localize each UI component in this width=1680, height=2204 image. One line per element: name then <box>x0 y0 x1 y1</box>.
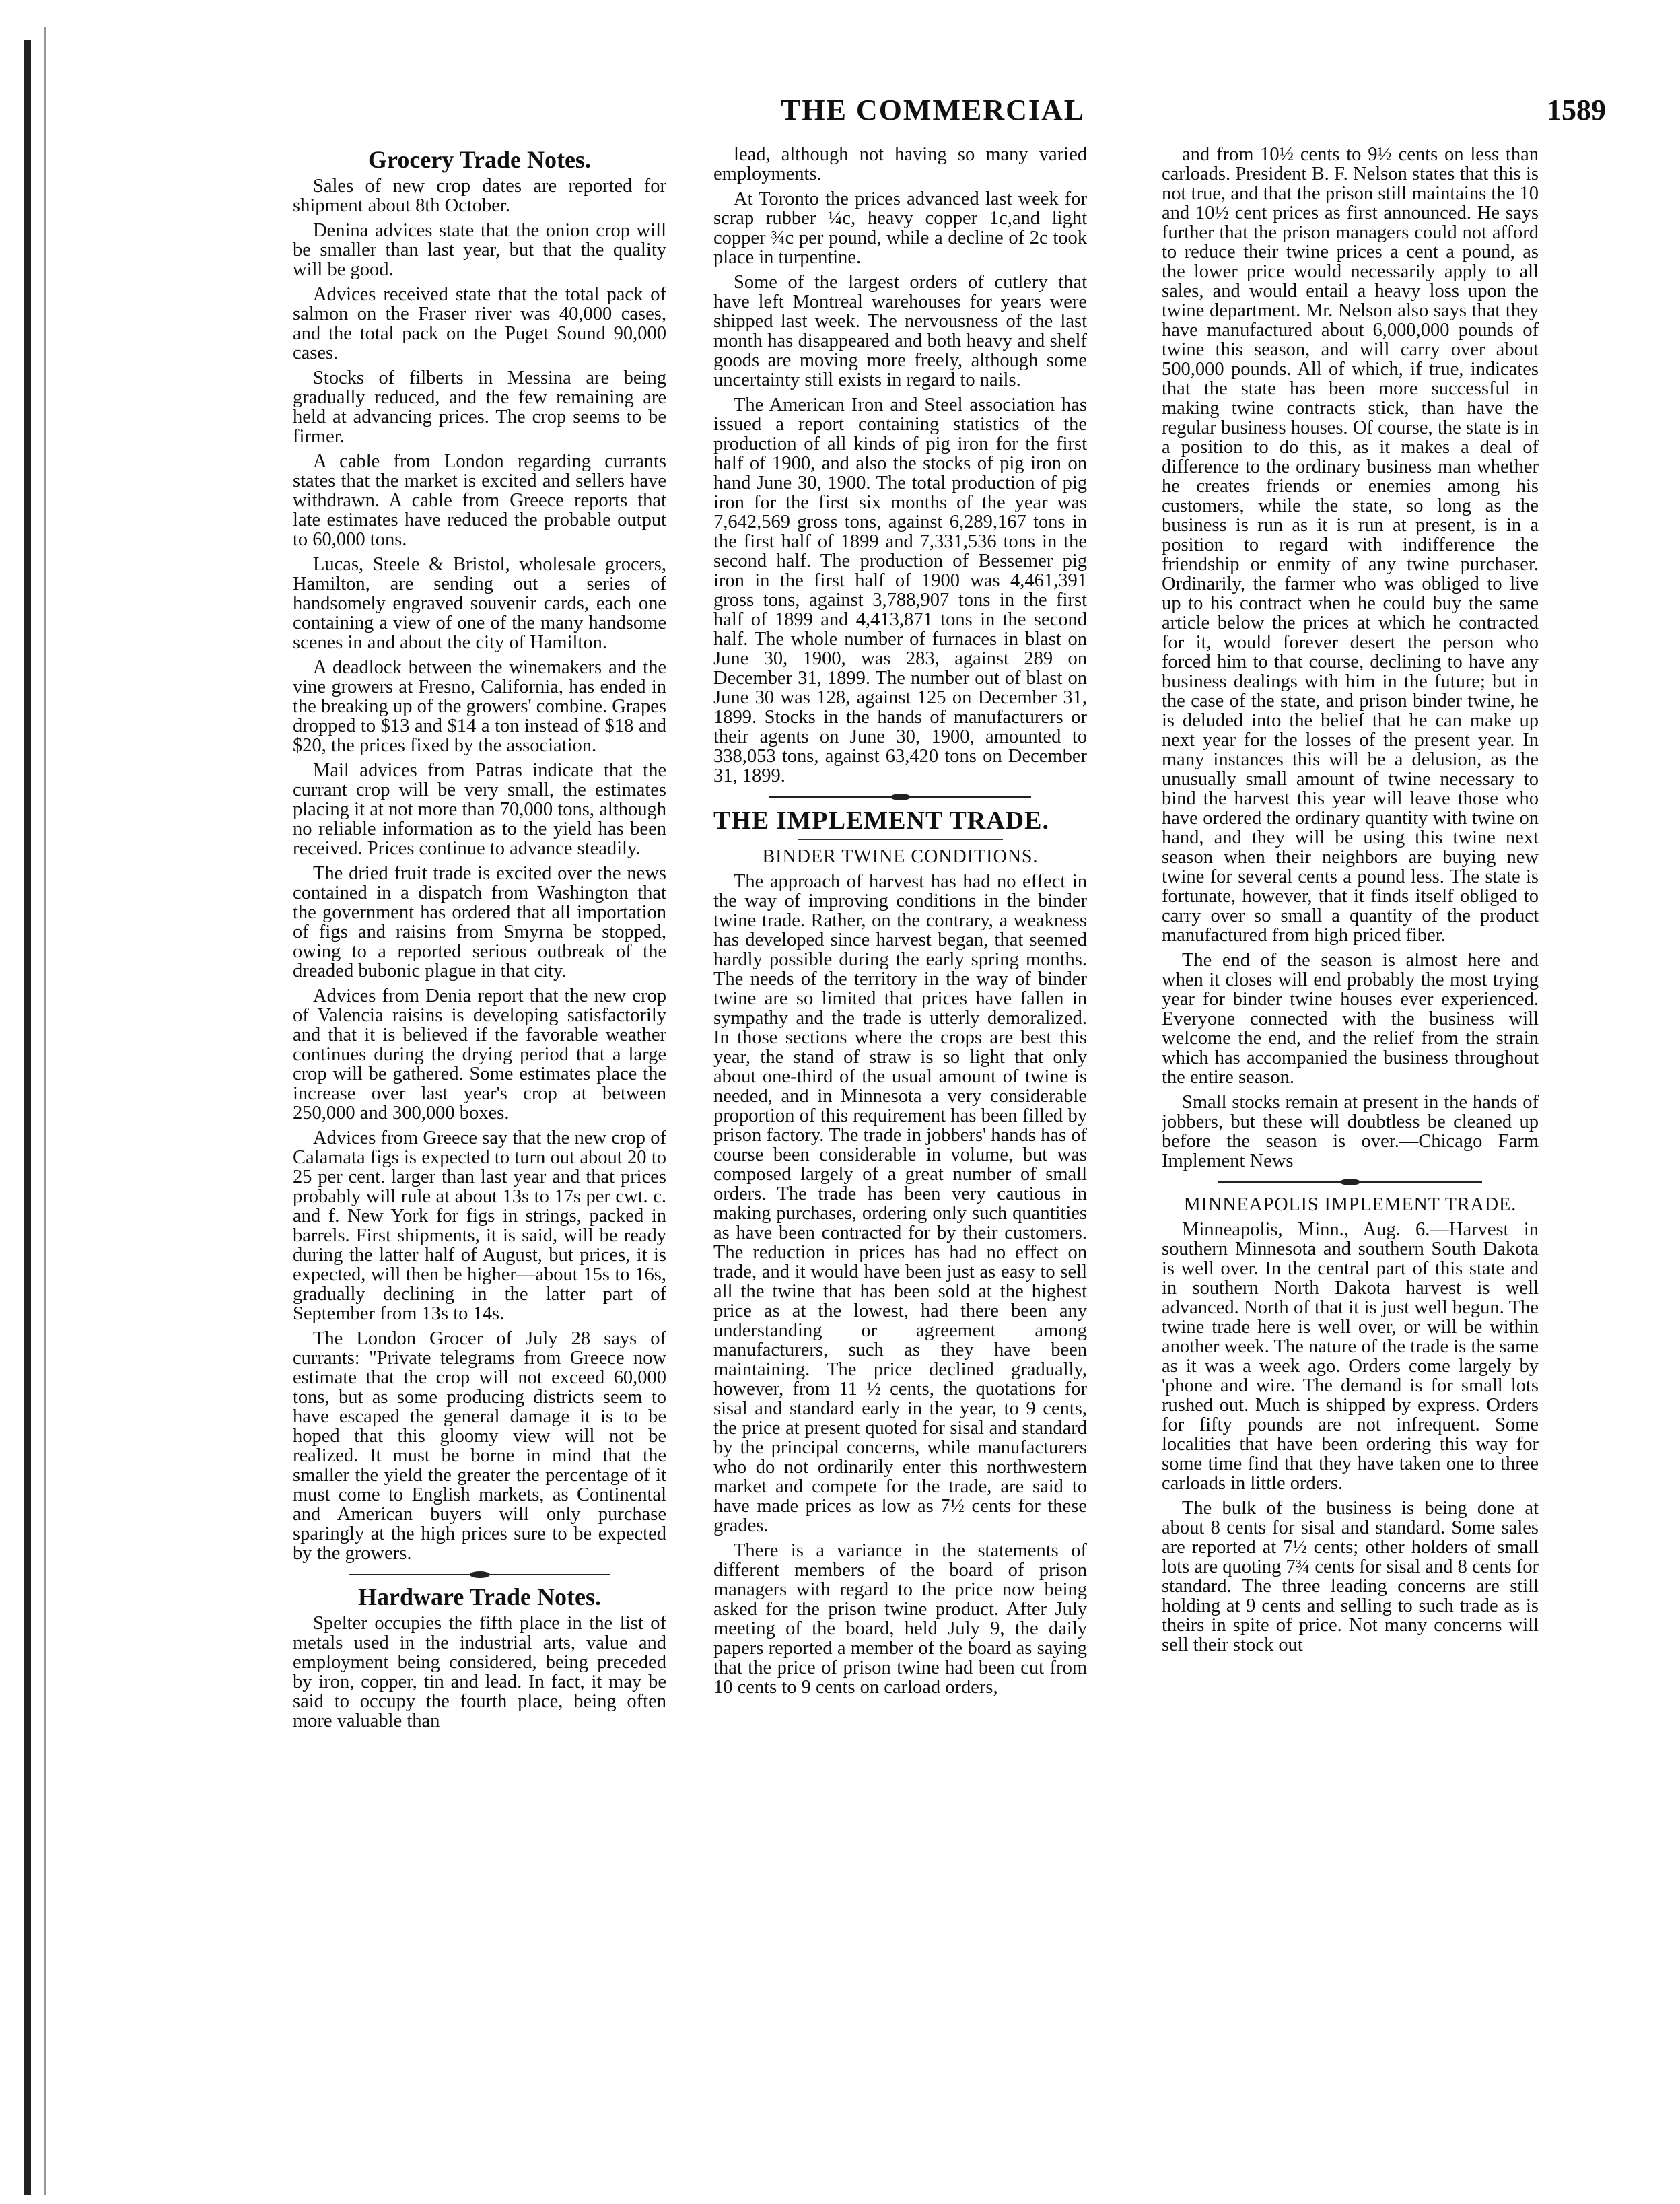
hardware-body <box>293 1614 666 1731</box>
binder-twine-subheading: BINDER TWINE CONDITIONS. <box>762 846 1039 867</box>
publication-title: THE COMMERCIAL <box>781 94 1086 127</box>
paragraph: lead, although not having so many varied employments. <box>713 145 1087 184</box>
paragraph: Small stocks remain at present in the hands of jobbers, but these will doubtless be cleaned up before the season is over.—Chicago Farm Implement News <box>1162 1092 1539 1171</box>
section-divider <box>1218 1177 1482 1187</box>
paragraph: At Toronto the prices advanced last week for scrap rubber ¼c, heavy copper 1c,and light copper ¾c per pound, while a decline of 2c took place in turpentine. <box>713 188 1087 268</box>
paragraph: Advices from Greece say that the new crop of Calamata figs is expected to turn out about 20 to 25 per cent. larger than last year and that prices probably will rule at about 13s to 17s per cwt. c. and f. New York for figs in strings, packed in barrels. First shipments, it is said, will be ready during the latter half of August, but prices, it is expected, will then be higher—about 15s to 16s, gradually declining in the latter part of September from 13s to 14s. <box>293 1128 666 1324</box>
paragraph: Lucas, Steele & Bristol, wholesale grocers, Hamilton, are sending out a series of handsomely engraved souvenir cards, each one containing a view of one of the many handsome scenes in and about the city of Hamilton. <box>293 554 666 653</box>
paragraph: Spelter occupies the fifth place in the list of metals used in the industrial arts, value and employment being considered, being preceded by iron, copper, tin and lead. In fact, it may be said to occupy the fourth place, being often more valuable than <box>293 1613 666 1731</box>
minneapolis-heading: MINNEAPOLIS IMPLEMENT TRADE. <box>1183 1194 1517 1215</box>
implement-trade-heading: THE IMPLEMENT TRADE. <box>713 806 1049 835</box>
heading-rule <box>798 839 1003 840</box>
paragraph: There is a variance in the statements of different members of the board of prison managers with regard to the price now being asked for the prison twine product. After July meeting of the board, held July 9, the daily papers reported a member of the board as saying that the price of prison twine had been cut from 10 cents to 9 cents on carload orders, <box>713 1540 1087 1698</box>
paragraph: Some of the largest orders of cutlery that have left Montreal warehouses for years were shipped last week. The nervousness of the last month has disappeared and both heavy and shelf goods are moving more freely, although some uncertainty still exists in regard to nails. <box>713 272 1087 390</box>
paragraph: Sales of new crop dates are reported for shipment about 8th October. <box>293 176 666 216</box>
paragraph: Stocks of filberts in Messina are being gradually reduced, and the few remaining are held at advancing prices. The crop seems to be firmer. <box>293 368 666 447</box>
column-2 <box>713 145 1087 1702</box>
paragraph: The bulk of the business is being done at about 8 cents for sisal and standard. Some sales are reported at 7½ cents; other holders of small lots are quoting 7¾ cents for sisal and 8 cents for standard. The three leading concerns are still holding at 9 cents and selling to such trade as is theirs in spite of price. Not many concerns will sell their stock out <box>1162 1498 1539 1655</box>
paragraph: The American Iron and Steel association has issued a report containing statistics of the production of all kinds of pig iron for the first half of 1900, and also the stocks of pig iron on hand June 30, 1900. The total production of pig iron for the first six months of the year was 7,642,569 gross tons, against 6,289,167 tons in the first half of 1899 and 7,331,536 tons in the second half. The production of Bessemer pig iron in the first half of 1900 was 4,461,391 gross tons, against 3,788,907 tons in the first half of 1899 and 4,413,871 tons in the second half. The whole number of furnaces in blast on June 30, 1900, was 283, against 289 on December 31, 1899. The number out of blast on June 30 was 128, against 125 on December 31, 1899. Stocks in the hands of manufacturers or their agents on June 30, 1900, amounted to 338,053 tons, against 63,420 tons on December 31, 1899. <box>713 394 1087 786</box>
column-1 <box>293 145 666 1736</box>
grocery-body <box>293 176 666 1563</box>
paragraph: Advices received state that the total pack of salmon on the Fraser river was 40,000 cases, and the total pack on the Puget Sound 90,000 cases. <box>293 284 666 364</box>
section-divider <box>349 1570 610 1579</box>
hardware-heading: Hardware Trade Notes. <box>358 1583 601 1610</box>
paragraph: The dried fruit trade is excited over the news contained in a dispatch from Washington that the government has ordered that all importation of figs and raisins from Smyrna be stopped, owing to a reported serious outbreak of the dreaded bubonic plague in that city. <box>293 863 666 982</box>
paragraph: Denina advices state that the onion crop will be smaller than last year, but that the quality will be good. <box>293 220 666 280</box>
paragraph: A cable from London regarding currants states that the market is excited and sellers have withdrawn. A cable from Greece reports that late estimates have reduced the probable output to 60,000 tons. <box>293 451 666 550</box>
page-header <box>740 93 1606 133</box>
section-divider <box>769 792 1031 802</box>
page-number: 1589 <box>1547 94 1606 127</box>
paragraph: The London Grocer of July 28 says of currants: "Private telegrams from Greece now estimate that the crop will not exceed 60,000 tons, but as some producing districts seem to have escaped the general damage it is to be hoped that this gloomy view will not be realized. It must be borne in mind that the smaller the yield the greater the percentage of it must come to English markets, as Continental and American buyers will only purchase sparingly at the high prices sure to be expected by the growers. <box>293 1328 666 1564</box>
scan-edge-shadow <box>44 27 46 2195</box>
paragraph: A deadlock between the winemakers and the vine growers at Fresno, California, has ended in the breaking up of the growers' combine. Grapes dropped to $13 and $14 a ton instead of $18 and $20, the prices fixed by the association. <box>293 657 666 756</box>
paragraph: The end of the season is almost here and when it closes will end probably the most trying year for binder twine houses ever experienced. Everyone connected with the business will welcome the end, and the relief from the strain which has accompanied the business throughout the entire season. <box>1162 950 1539 1088</box>
column-3 <box>1162 145 1539 1660</box>
paragraph: Mail advices from Patras indicate that the currant crop will be very small, the estimates placing it at not more than 70,000 tons, although no reliable information as to the yield has been received. Prices continue to advance steadily. <box>293 760 666 859</box>
grocery-heading: Grocery Trade Notes. <box>368 146 591 173</box>
paragraph: Advices from Denia report that the new crop of Valencia raisins is developing satisfactorily and that it is believed if the favorable weather continues during the drying period that a large crop will be gathered. Some estimates place the increase over last year's crop at between 250,000 and 300,000 boxes. <box>293 986 666 1124</box>
paragraph: Minneapolis, Minn., Aug. 6.—Harvest in southern Minnesota and southern South Dakota is well over. In the central part of this state and in southern North Dakota harvest is well advanced. North of that it is just well begun. The twine trade here is well over, or will be within another week. The nature of the trade is the same as it was a week ago. Orders come largely by 'phone and wire. The demand is for small lots rushed out. Much is shipped by express. Orders for fifty pounds are not infrequent. Some localities that have been ordering this way for some time find that they have taken one to three carloads in little orders. <box>1162 1219 1539 1494</box>
scan-edge <box>24 40 31 2195</box>
paragraph: The approach of harvest has had no effect in the way of improving conditions in the binder twine trade. Rather, on the contrary, a weakness has developed since harvest began, that seemed hardly possible during the early spring months. The needs of the territory in the way of binder twine are so limited that prices have fallen in sympathy and the trade is utterly demoralized. In those sections where the crops are best this year, the stand of straw is so light that only about one-third of the usual amount of twine is needed, and in Minnesota a very considerable proportion of this requirement has been filled by prison factory. The trade in jobbers' hands has of course been considerable in volume, but was composed largely of a great number of small orders. The trade has been very cautious in making purchases, ordering only such quantities as have been contracted for by their customers. The reduction in prices has had no effect on trade, and it would have been just as easy to sell all the twine that has been sold at the highest price as at the lowest, had there been any understanding or agreement among manufacturers, such as they have been maintaining. The price declined gradually, however, from 11 ½ cents, the quotations for sisal and standard early in the year, to 9 cents, the price at present quoted for sisal and standard by the principal concerns, while manufacturers who do not ordinarily enter this northwestern market and compete for the trade, are said to have made prices as low as 7½ cents for these grades. <box>713 871 1087 1536</box>
paragraph: and from 10½ cents to 9½ cents on less than carloads. President B. F. Nelson states that this is not true, and that the prison still maintains the 10 and 10½ cent prices as first announced. He says further that the prison managers could not afford to reduce their twine prices a cent a pound, as the lower price would necessarily apply to all sales, and would entail a heavy loss upon the twine department. Mr. Nelson also says that they have manufactured about 6,000,000 pounds of twine this season, and will carry over about 500,000 pounds. All of which, if true, indicates that the state has been more successful in making twine contracts stick, than have the regular business houses. Of course, the state is in a position to do this, as it makes a deal of difference to the ordinary business man whether he creates friends or enemies among his customers, while the state, so long as the business is run as it is run at present, is in a position to regard with indifference the friendship or enmity of any twine purchaser. Ordinarily, the farmer who was obliged to live up to his contract when he could buy the same article below the prices at which he contracted for it, would forever desert the person who forced him to that course, declining to have any business dealings with him in the future; but in the case of the state, and prison binder twine, he is deluded into the belief that he can make up next year for the losses of the present year. In many instances this will be a delusion, as the unusually small amount of twine necessary to bind the harvest this year will leave those who have ordered the ordinary quantity with twine on hand, and they will be using this twine next season when their neighbors are buying new twine for several cents a pound less. The state is fortunate, however, that it finds itself obliged to carry over so small a quantity of the product manufactured from high priced fiber. <box>1162 145 1539 946</box>
